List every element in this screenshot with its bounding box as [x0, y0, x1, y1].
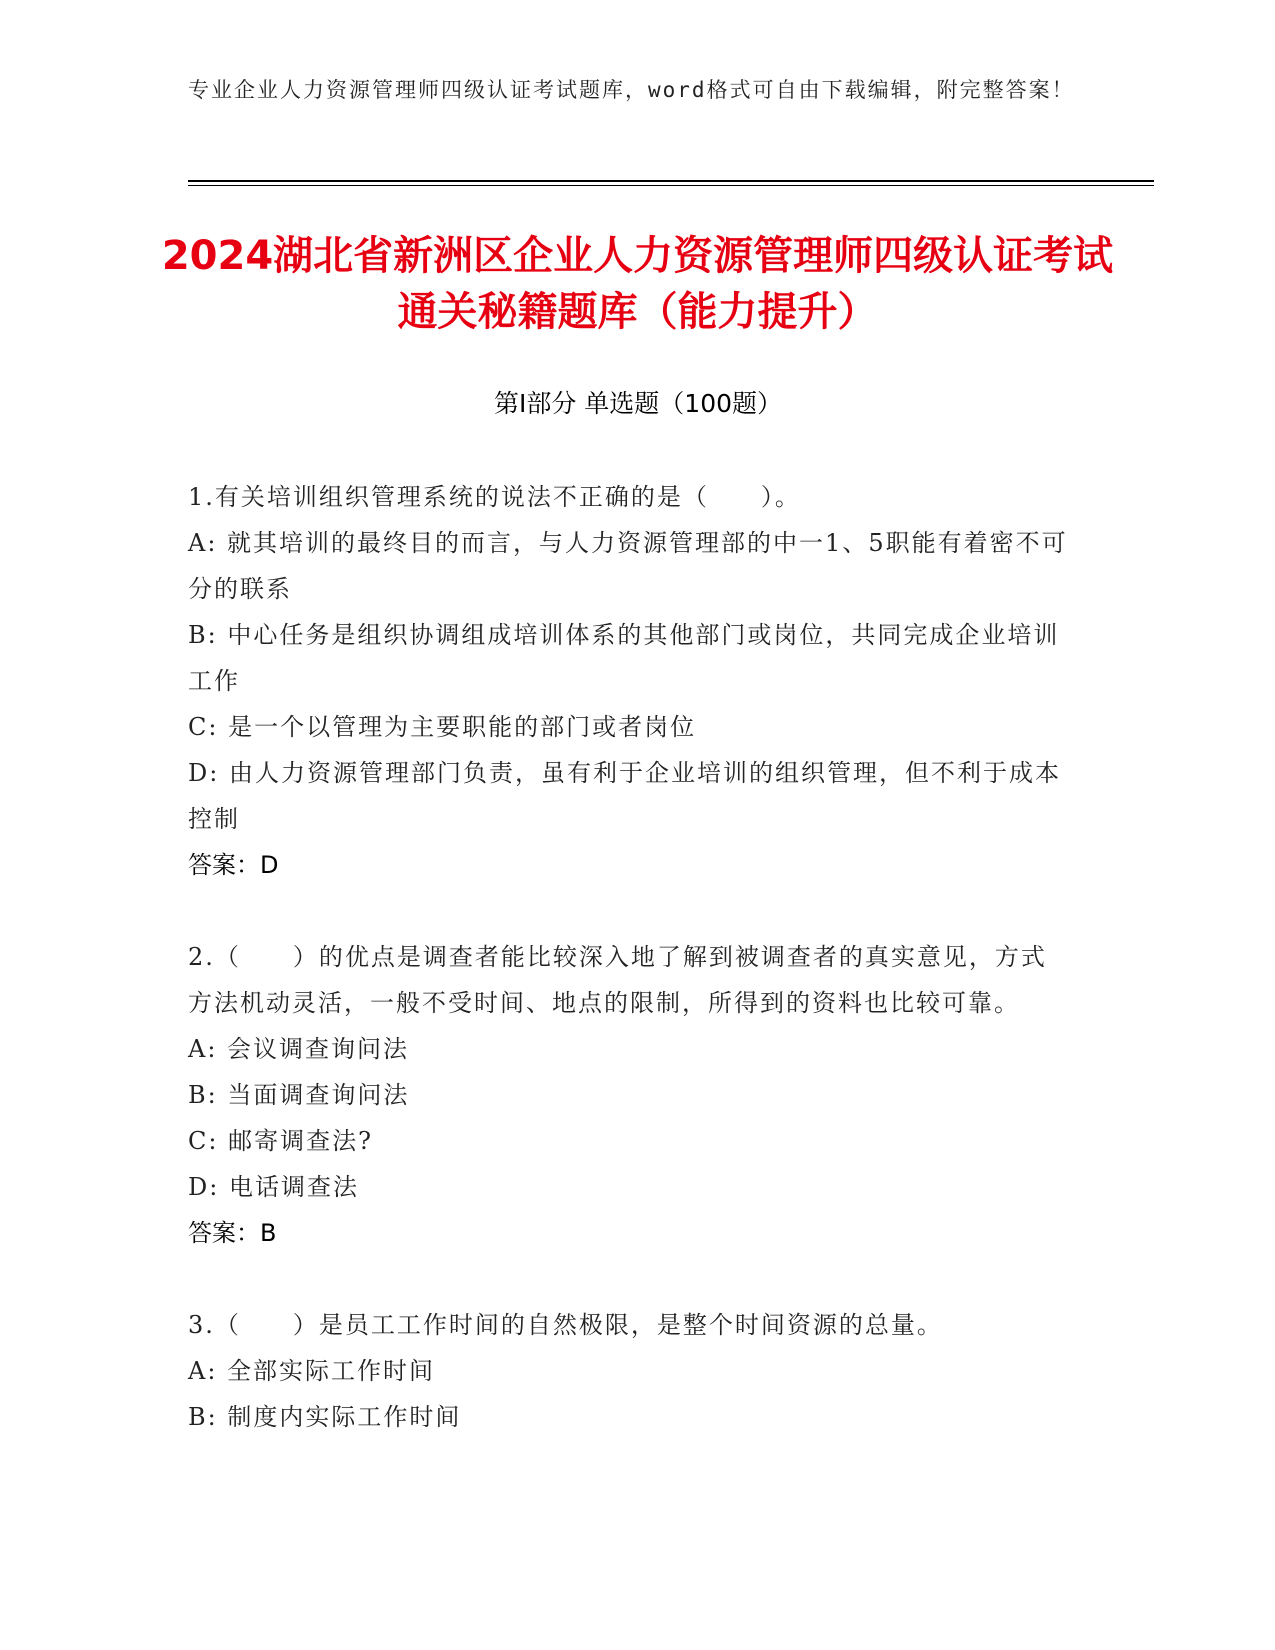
question-2	[188, 934, 1068, 1256]
header-rule-thin	[188, 185, 1154, 186]
option-a: A: 会议调查询问法	[188, 1035, 410, 1063]
question-stem: 2.（ ）的优点是调查者能比较深入地了解到被调查者的真实意见，方式方法机动灵活，一般不受时间、地点的限制，所得到的资料也比较可靠。	[188, 943, 1047, 1017]
option-a: A: 就其培训的最终目的而言，与人力资源管理部的中一1、5职能有着密不可分的联系	[188, 529, 1068, 603]
answer: 答案：B	[188, 1219, 277, 1247]
question-3	[188, 1302, 1068, 1440]
section-heading: 第Ⅰ部分 单选题（100题）	[493, 389, 783, 418]
answer: 答案：D	[188, 851, 279, 879]
header-rule-thick	[188, 180, 1154, 182]
option-d: D: 电话调查法	[188, 1173, 359, 1201]
option-d: D: 由人力资源管理部门负责，虽有利于企业培训的组织管理，但不利于成本控制	[188, 759, 1061, 833]
option-a: A: 全部实际工作时间	[188, 1357, 436, 1385]
option-b: B: 当面调查询问法	[188, 1081, 410, 1109]
question-list	[188, 474, 1068, 1486]
question-1	[188, 474, 1068, 888]
question-stem: 3.（ ）是员工工作时间的自然极限，是整个时间资源的总量。	[188, 1311, 943, 1339]
question-stem: 1.有关培训组织管理系统的说法不正确的是（ ）。	[188, 483, 801, 511]
option-b: B: 制度内实际工作时间	[188, 1403, 462, 1431]
document-title: 2024湖北省新洲区企业人力资源管理师四级认证考试通关秘籍题库（能力提升）	[161, 233, 1114, 335]
header-note: 专业企业人力资源管理师四级认证考试题库，word格式可自由下载编辑，附完整答案！	[188, 78, 1075, 102]
option-c: C: 是一个以管理为主要职能的部门或者岗位	[188, 713, 697, 741]
option-c: C: 邮寄调查法?	[188, 1127, 373, 1155]
option-b: B: 中心任务是组织协调组成培训体系的其他部门或岗位，共同完成企业培训工作	[188, 621, 1060, 695]
